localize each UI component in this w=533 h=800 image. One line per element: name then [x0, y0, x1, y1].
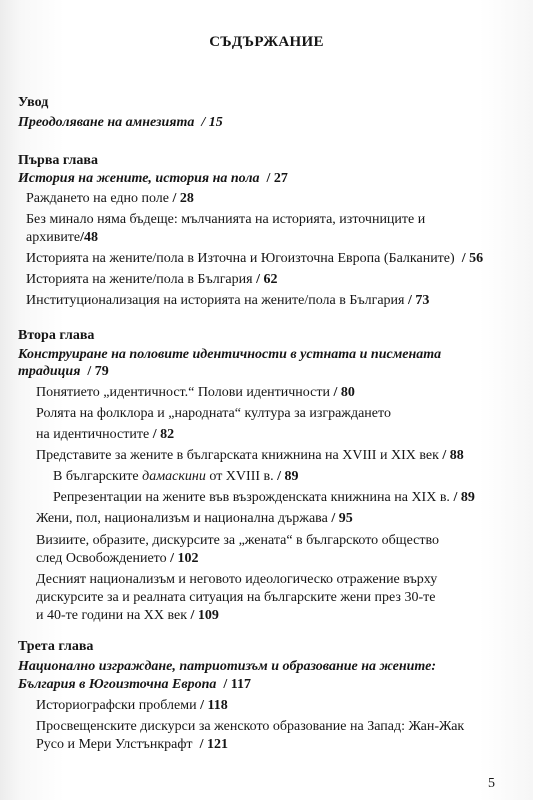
toc-entry-cont — [36, 426, 493, 444]
toc-entry — [36, 571, 493, 589]
toc-entry-text: на идентичностите — [36, 427, 150, 442]
toc-entry-text: Визиите, образите, дискурсите за „жената“ в българското общество — [36, 533, 439, 548]
toc-entry-cont — [36, 550, 493, 568]
intro-entry — [18, 114, 493, 132]
toc-entry — [36, 697, 493, 715]
toc-entry — [36, 718, 493, 736]
part3-subtitle-cont: България в Югоизточна Европа — [18, 677, 217, 692]
toc-entry — [36, 510, 493, 528]
toc-entry-text: Без минало няма бъдеще: мълчанията на историята, източниците и — [26, 212, 426, 227]
toc-entry-page: / 88 — [442, 448, 464, 463]
toc-entry — [26, 271, 493, 289]
part2-subtitle-cont: традиция — [18, 364, 81, 379]
part2-page: / 79 — [87, 364, 109, 379]
toc-entry-page: / 28 — [172, 191, 194, 206]
part3-subtitle: Национално изграждане, патриотизъм и образование на жените: — [18, 659, 437, 674]
toc-entry-page: / 109 — [190, 608, 219, 623]
toc-entry-text: Историята на жените/пола в Източна и Югоизточна Европа (Балканите) — [26, 251, 455, 266]
intro-subtitle: Преодоляване на амнезията — [18, 115, 195, 130]
toc-entry-text: Историографски проблеми — [36, 698, 197, 713]
toc-entry — [36, 532, 493, 550]
part1-subtitle: История на жените, история на пола — [18, 171, 260, 186]
toc-entry-text: Понятието „идентичност.“ Полови идентичности — [36, 385, 330, 400]
toc-entry-page: / 95 — [331, 511, 353, 526]
part3-page: / 117 — [223, 677, 252, 692]
toc-entry-cont — [26, 229, 493, 247]
toc-entry-text: Историята на жените/пола в България — [26, 272, 253, 287]
toc-entry-text-italic: дамаскини — [142, 469, 206, 484]
toc-entry-page: / 80 — [333, 385, 355, 400]
toc-entry-text: Ролята на фолклора и „народната“ култура за изграждането — [36, 406, 391, 421]
toc-entry-text: Жени, пол, национализъм и национална държава — [36, 511, 328, 526]
toc-entry-page: /48 — [80, 230, 99, 245]
toc-entry-page: / 89 — [453, 490, 475, 505]
toc-entry-page: / 89 — [277, 469, 299, 484]
part2-entry — [18, 363, 493, 381]
toc-entry-page: / 118 — [200, 698, 228, 713]
toc-entry — [36, 384, 493, 402]
toc-entry-text: след Освобождението — [36, 551, 167, 566]
part1-label: Първа глава — [18, 153, 98, 168]
toc-entry-text: Институционализация на историята на жените/пола в България — [26, 293, 405, 308]
part1-page: / 27 — [266, 171, 288, 186]
toc-entry-text: Репрезентации на жените във възрожденската книжнина на XIX в. — [53, 490, 450, 505]
part3-label: Трета глава — [18, 639, 94, 654]
toc-entry-text: Русо и Мери Улстънкрафт — [36, 737, 193, 752]
part2-label: Втора глава — [18, 328, 95, 343]
toc-entry-text: Десният национализъм и неговото идеологическо отражение върху — [36, 572, 438, 587]
toc-entry — [26, 190, 493, 208]
part1-entry — [18, 170, 493, 188]
toc-entry-page: / 121 — [199, 737, 228, 752]
toc-entry — [26, 292, 493, 310]
toc-entry-text: и 40-те години на XX век — [36, 608, 188, 623]
toc-entry-page: / 62 — [256, 272, 278, 287]
toc-entry-page: / 56 — [461, 251, 484, 266]
toc-entry — [53, 468, 493, 486]
toc-entry-text: от XVIII в. — [209, 469, 274, 484]
toc-entry-page: / 82 — [152, 427, 175, 442]
toc-entry-page: / 102 — [170, 551, 199, 566]
toc-entry-text: Раждането на едно поле — [26, 191, 170, 206]
toc-entry-text: Просвещенските дискурси за женското образование на Запад: Жан-Жак — [36, 719, 465, 734]
toc-entry-cont — [36, 589, 493, 607]
part3-entry — [18, 676, 493, 694]
page-number: 5 — [488, 776, 495, 791]
toc-entry — [26, 250, 493, 268]
part2-subtitle: Конструиране на половите идентичности в устната и писмената — [18, 347, 442, 362]
toc-entry — [26, 211, 493, 229]
intro-page: / 15 — [201, 115, 223, 130]
toc-entry — [36, 405, 493, 423]
page-title: СЪДЪРЖАНИЕ — [209, 34, 324, 50]
toc-entry-page: / 73 — [408, 293, 430, 308]
toc-entry — [53, 489, 493, 507]
toc-entry-text: Представите за жените в българската книжнина на XVIII и XIX век — [36, 448, 439, 463]
toc-entry-text: В българските — [53, 469, 139, 484]
toc-entry-cont — [36, 607, 493, 625]
toc-entry-cont — [36, 736, 493, 754]
intro-label: Увод — [18, 95, 49, 110]
toc-entry-text: архивите — [26, 230, 81, 245]
toc-entry-text: дискурсите за и реалната ситуация на българските жени през 30-те — [36, 590, 436, 605]
toc-entry — [36, 447, 493, 465]
